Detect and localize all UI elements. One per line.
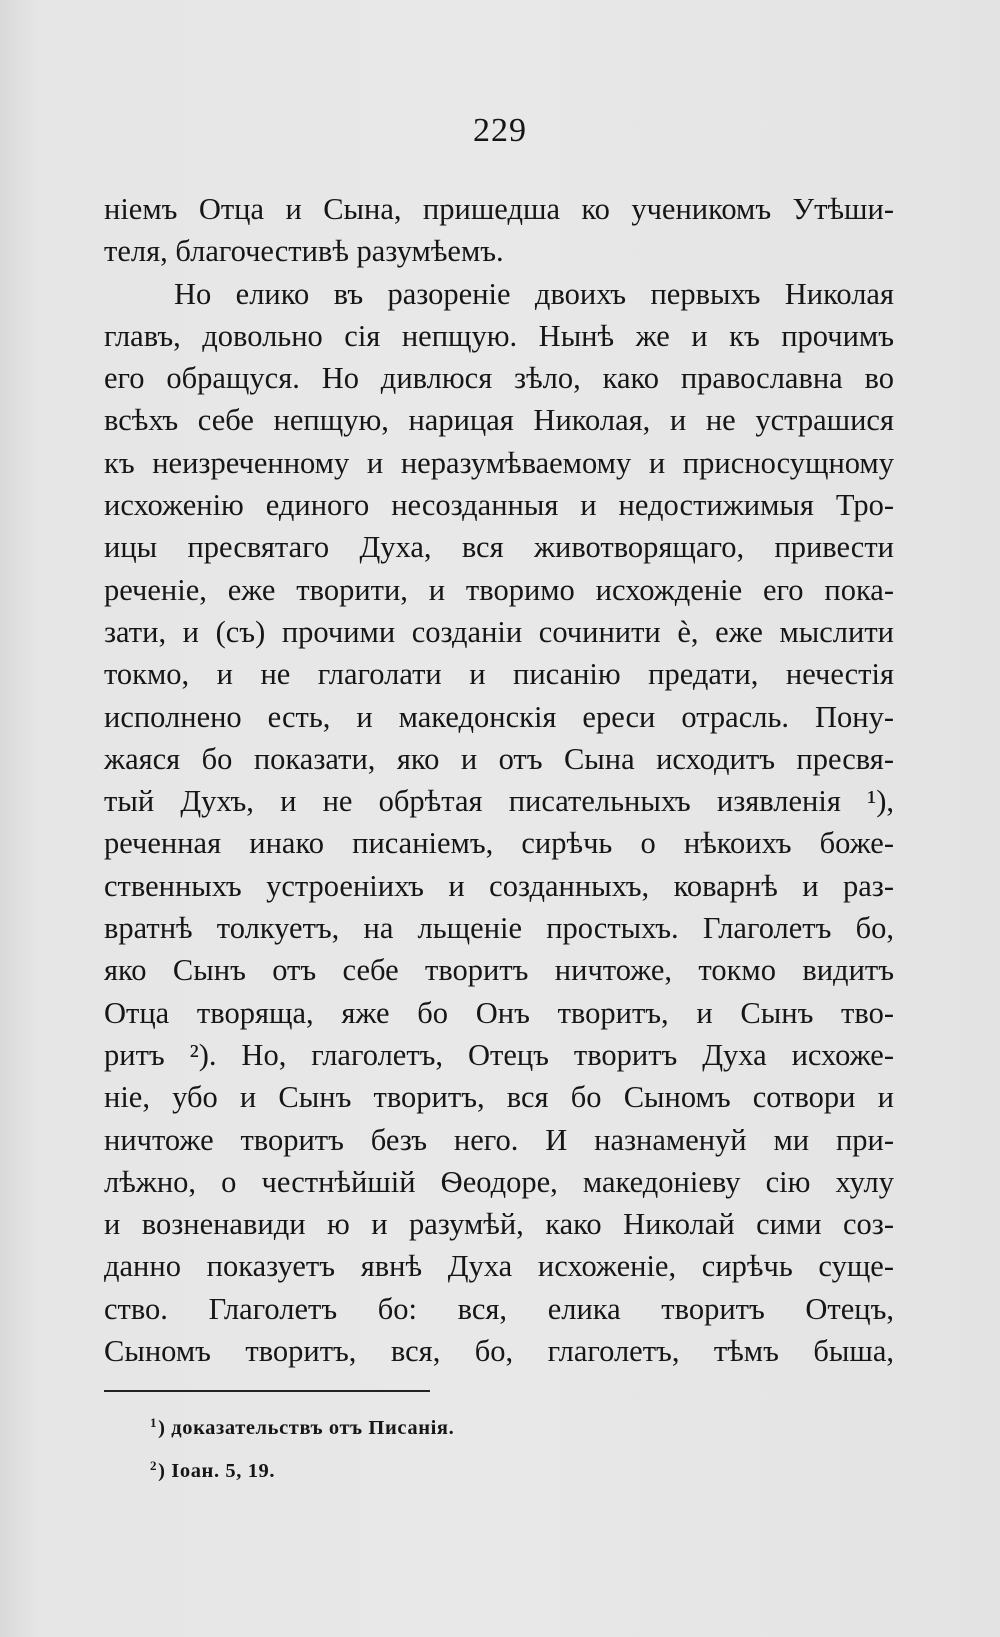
text-line: лѣжно, о честнѣйшій Ѳеодоре, македоніеву сію хулу bbox=[104, 1164, 894, 1199]
text-line: главъ, довольно сія непщую. Нынѣ же и къ прочимъ bbox=[104, 318, 894, 353]
text-line: ніемъ Отца и Сына, пришедша ко ученикомъ Утѣши- bbox=[104, 192, 894, 226]
text-line: яко Сынъ отъ себе творитъ ничтоже, токмо видитъ bbox=[104, 953, 894, 988]
text-line: ственныхъ устроеніихъ и созданныхъ, коварнѣ и раз- bbox=[104, 868, 894, 903]
body-text bbox=[104, 188, 894, 1372]
text-line: зати, и (съ) прочими созданіи сочинити ѐ, еже мыслити bbox=[104, 614, 894, 649]
footnote-mark: 2 bbox=[150, 1458, 158, 1473]
text-line: реченіе, еже творити, и творимо исхожденіе его пока- bbox=[104, 572, 894, 607]
text-line: всѣхъ себе непщую, нарицая Николая, и не устрашися bbox=[104, 403, 894, 438]
text-line: Отца творяща, яже бо Онъ творитъ, и Сынъ тво- bbox=[104, 995, 894, 1030]
text-line: его обращуся. Но дивлюся зѣло, како православна во bbox=[104, 361, 894, 396]
text-line: токмо, и не глаголати и писанію предати, нечестія bbox=[104, 657, 894, 692]
page-number: 229 bbox=[473, 112, 527, 149]
footnotes bbox=[150, 1404, 454, 1490]
text-line: исполнено есть, и македонскія ереси отрасль. Пону- bbox=[104, 699, 894, 734]
footnote-text: ) Іоан. 5, 19. bbox=[158, 1460, 276, 1482]
text-line: теля, благочестивѣ разумѣемъ. bbox=[104, 234, 504, 269]
footnote-text: ) доказательствъ отъ Писанія. bbox=[158, 1417, 455, 1439]
text-line: ритъ ²). Но, глаголетъ, Отецъ творитъ Духа исхоже- bbox=[104, 1037, 894, 1072]
text-line: тый Духъ, и не обрѣтая писательныхъ изявленія ¹), bbox=[104, 784, 894, 819]
text-line: ничтоже творитъ безъ него. И назнаменуй ми при- bbox=[104, 1122, 894, 1157]
footnote-divider bbox=[104, 1390, 430, 1392]
footnote-mark: 1 bbox=[150, 1415, 158, 1430]
text-line: Сыномъ творитъ, вся, бо, глаголетъ, тѣмъ быша, bbox=[104, 1334, 894, 1369]
text-line: данно показуетъ явнѣ Духа исхоженіе, сирѣчь суще- bbox=[104, 1249, 894, 1284]
text-line: къ неизреченному и неразумѣваемому и присносущному bbox=[104, 445, 894, 480]
footnote-2 bbox=[150, 1447, 454, 1490]
text-line: вратнѣ толкуетъ, на льщеніе простыхъ. Глаголетъ бо, bbox=[104, 911, 894, 946]
text-line: исхоженію единого несозданныя и недостижимыя Тро- bbox=[104, 488, 894, 523]
footnote-1 bbox=[150, 1404, 454, 1447]
text-line: и возненавиди ю и разумѣй, како Николай сими соз- bbox=[104, 1207, 894, 1242]
text-line: ство. Глаголетъ бо: вся, елика творитъ Отецъ, bbox=[104, 1291, 894, 1326]
text-line: жаяся бо показати, яко и отъ Сына исходитъ пресвя- bbox=[104, 741, 894, 776]
text-line: реченная инако писаніемъ, сирѣчь о нѣкоихъ боже- bbox=[104, 826, 894, 861]
text-line: ицы пресвятаго Духа, вся животворящаго, привести bbox=[104, 530, 894, 565]
text-line: ніе, убо и Сынъ творитъ, вся бо Сыномъ сотвори и bbox=[104, 1080, 894, 1115]
text-line: Но елико въ разореніе двоихъ первыхъ Николая bbox=[174, 276, 894, 311]
